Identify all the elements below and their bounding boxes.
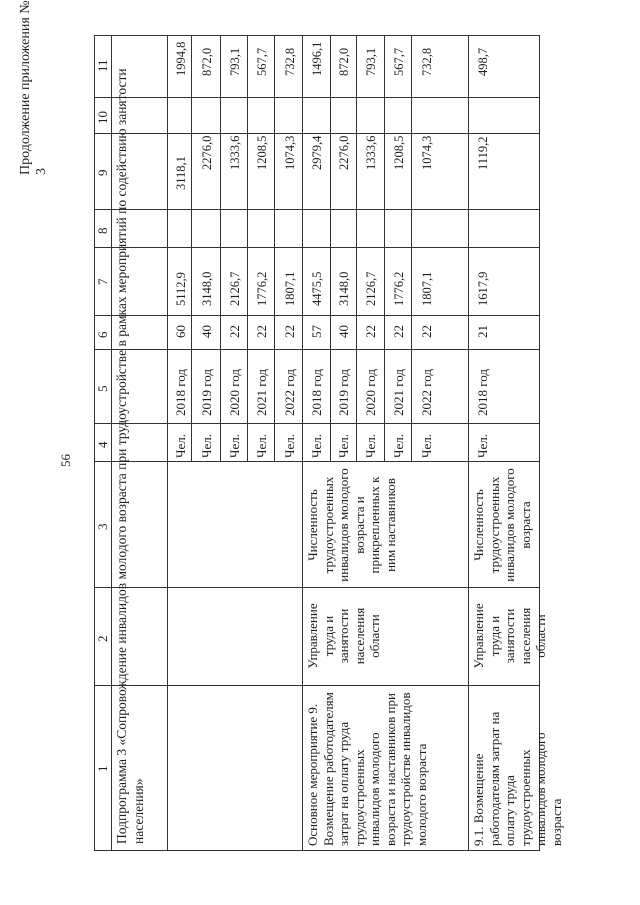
event9-name: Основное мероприятие 9. Возмещение работодателям затрат на оплату труда трудоустроенных инвалидов молодого возраста и наставников при трудоустройстве инвалидов молодого возраста [305, 692, 429, 846]
col-line [95, 133, 539, 134]
col-line [95, 247, 539, 248]
col-line [95, 315, 539, 316]
value-cell: 60 [173, 325, 188, 338]
column-number: 10 [95, 111, 110, 124]
value-cell: 2276,0 [337, 135, 351, 170]
column-number: 9 [95, 169, 110, 176]
unit-cell: Чел. [227, 434, 242, 458]
year-cell: 2020 год [363, 369, 378, 416]
value-cell: 22 [254, 325, 269, 338]
col-line [95, 587, 539, 588]
unit-cell: Чел. [199, 434, 214, 458]
value-cell: 1208,5 [392, 135, 406, 170]
row-line [356, 36, 357, 462]
value-cell: 872,0 [200, 47, 214, 76]
column-number: 11 [95, 59, 110, 72]
row-line [220, 36, 221, 462]
unit-cell: Чел. [282, 434, 297, 458]
column-number: 5 [95, 385, 110, 392]
value-cell: 567,7 [255, 47, 269, 76]
value-cell: 2126,7 [228, 271, 242, 306]
value-cell: 22 [363, 325, 378, 338]
value-cell: 1208,5 [255, 135, 269, 170]
value-cell: 793,1 [228, 47, 242, 76]
column-number: 7 [95, 278, 110, 285]
value-cell: 1333,6 [228, 135, 242, 170]
value-cell: 732,8 [420, 47, 434, 76]
value-cell: 3118,1 [174, 156, 188, 190]
value-cell: 40 [199, 325, 214, 338]
value-cell: 1776,2 [255, 271, 269, 306]
value-cell: 1776,2 [392, 271, 406, 306]
event91-indicator: Численность трудоустроенных инвалидов молодого возраста [471, 468, 533, 582]
year-cell: 2020 год [227, 369, 242, 416]
unit-cell: Чел. [363, 434, 378, 458]
value-cell: 732,8 [283, 47, 297, 76]
year-cell: 2019 год [199, 369, 214, 416]
value-cell: 498,7 [476, 47, 490, 76]
column-number: 8 [95, 227, 110, 234]
unit-cell: Чел. [173, 434, 188, 458]
year-cell: 2021 год [391, 369, 406, 416]
value-cell: 21 [475, 325, 490, 338]
column-number: 2 [95, 635, 110, 642]
year-cell: 2018 год [173, 369, 188, 416]
row-line [274, 36, 275, 462]
value-cell: 3148,0 [337, 271, 351, 306]
value-cell: 1074,3 [283, 135, 297, 170]
unit-cell: Чел. [391, 434, 406, 458]
unit-cell: Чел. [254, 434, 269, 458]
row-line [247, 36, 248, 462]
year-cell: 2021 год [254, 369, 269, 416]
year-cell: 2018 год [475, 369, 490, 416]
value-cell: 1807,1 [420, 271, 434, 306]
value-cell: 2126,7 [364, 271, 378, 306]
value-cell: 2979,4 [310, 135, 324, 170]
value-cell: 3148,0 [200, 271, 214, 306]
value-cell: 22 [419, 325, 434, 338]
budget-table [94, 35, 564, 851]
col-line [95, 423, 539, 424]
row-line [411, 36, 412, 462]
value-cell: 57 [309, 325, 324, 338]
value-cell: 872,0 [337, 47, 351, 76]
column-number: 3 [95, 523, 110, 530]
value-cell: 2276,0 [200, 135, 214, 170]
value-cell: 40 [336, 325, 351, 338]
value-cell: 567,7 [392, 47, 406, 76]
event91-name: 9.1. Возмещение работодателям затрат на оплату труда трудоустроенных инвалидов молодого возраста [471, 711, 564, 846]
row-line [302, 36, 303, 850]
value-cell: 22 [282, 325, 297, 338]
unit-cell: Чел. [475, 434, 490, 458]
row-line [468, 36, 469, 850]
appendix-continuation-label: Продолжение приложения № 3 [18, 0, 49, 175]
year-cell: 2018 год [309, 369, 324, 416]
column-number: 4 [95, 441, 110, 448]
value-cell: 1496,1 [310, 41, 324, 76]
unit-cell: Чел. [419, 434, 434, 458]
value-cell: 1807,1 [283, 271, 297, 306]
row-line [384, 36, 385, 462]
col-line [95, 97, 539, 98]
value-cell: 1074,3 [420, 135, 434, 170]
event91-executor: Управление труда и занятости населения области [471, 603, 548, 669]
year-cell: 2022 год [419, 369, 434, 416]
value-cell: 22 [391, 325, 406, 338]
col-line [95, 209, 539, 210]
unit-cell: Чел. [309, 434, 324, 458]
row-line [330, 36, 331, 462]
value-cell: 1617,9 [476, 271, 490, 306]
value-cell: 22 [227, 325, 242, 338]
col-line [95, 349, 539, 350]
page-number: 56 [58, 454, 73, 467]
value-cell: 1994,8 [174, 41, 188, 76]
year-cell: 2022 год [282, 369, 297, 416]
col-line [95, 461, 539, 462]
column-number: 1 [95, 765, 110, 772]
event9-executor: Управление труда и занятости населения области [305, 603, 382, 669]
value-cell: 793,1 [364, 47, 378, 76]
unit-cell: Чел. [336, 434, 351, 458]
year-cell: 2019 год [336, 369, 351, 416]
row-line [191, 36, 192, 462]
value-cell: 1119,2 [476, 136, 490, 170]
row-line [167, 36, 168, 850]
col-line [95, 685, 539, 686]
event9-indicator: Численность трудоустроенных инвалидов молодого возраста и прикрепленных к ним наставников [305, 468, 398, 582]
subprogram-title: Подпрограмма 3 «Сопровождение инвалидов молодого возраста при трудоустройстве в рамках мероприятий по содействию занятости населения» [114, 68, 146, 844]
column-number: 6 [95, 331, 110, 338]
value-cell: 4475,5 [310, 271, 324, 306]
value-cell: 1333,6 [364, 135, 378, 170]
value-cell: 5112,9 [174, 272, 188, 306]
row-line [111, 36, 112, 850]
